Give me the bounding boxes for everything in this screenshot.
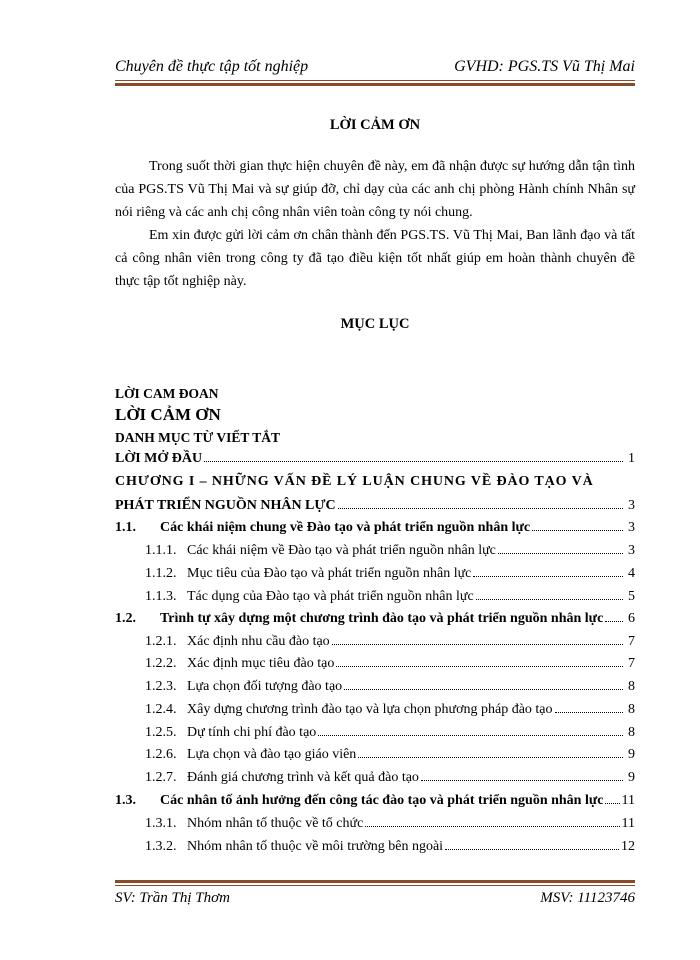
toc-entry-number: 1.1.2. [145, 566, 177, 581]
toc-entry-number: 1.1. [115, 520, 136, 535]
toc-entry-text: Trình tự xây dựng một chương trình đào tạo và phát triển nguồn nhân lực [160, 611, 604, 626]
toc-entry [145, 741, 635, 763]
thanks-body [115, 155, 635, 293]
toc-entry-text: Mục tiêu của Đào tạo và phát triển nguồn nhân lực [187, 566, 472, 581]
toc-entry-page: 7 [628, 634, 635, 649]
toc-entry-text: Các khái niệm chung về Đào tạo và phát triển nguồn nhân lực [160, 520, 531, 535]
toc-entry-number: 1.1.3. [145, 589, 177, 604]
toc-entry-text: Lựa chọn đối tượng đào tạo [187, 679, 343, 694]
footer-rule-thick [115, 880, 635, 883]
toc-entry-text: Tác dụng của Đào tạo và phát triển nguồn nhân lực [187, 589, 474, 604]
toc-entry-page: 12 [621, 839, 635, 854]
toc-entry [145, 673, 635, 695]
thanks-title: LỜI CẢM ƠN [329, 117, 421, 133]
toc-leader-dots [532, 529, 623, 531]
toc-entry-page: 8 [628, 702, 635, 717]
toc-entry [145, 628, 635, 650]
toc-entry [145, 583, 635, 605]
toc-entry-number: 1.2.2. [145, 656, 177, 671]
toc-entry-page: 3 [628, 498, 635, 513]
header-course-title: Chuyên đề thực tập tốt nghiệp [115, 58, 309, 75]
toc-entry [145, 719, 635, 741]
toc-entry-number: 1.3. [115, 793, 136, 808]
toc-title: MỤC LỤC [340, 316, 410, 332]
toc-entry-text: Xác định nhu cầu đào tạo [187, 634, 330, 649]
toc-entry-page: 5 [628, 589, 635, 604]
toc-entry [145, 833, 635, 855]
toc-entry-text: LỜI MỞ ĐẦU [115, 451, 203, 466]
toc-entry-page: 9 [628, 747, 635, 762]
toc-entry-page: 8 [628, 679, 635, 694]
toc-leader-dots [358, 756, 623, 758]
toc-leader-dots [344, 688, 623, 690]
toc-entry-page: 4 [628, 566, 635, 581]
toc-leader-dots [555, 711, 623, 713]
header-rule-thick [115, 83, 635, 86]
toc-entry [115, 787, 635, 809]
toc-item-abbreviations: DANH MỤC TỪ VIẾT TẮT [115, 430, 281, 445]
toc-entry-text: Nhóm nhân tố thuộc về môi trường bên ngoài [187, 839, 444, 854]
footer-student: SV: Trần Thị Thơm [115, 890, 230, 906]
toc-entry-number: 1.2.6. [145, 747, 177, 762]
toc-entry [115, 605, 635, 627]
toc-leader-dots [365, 825, 619, 827]
toc-entry-page: 9 [628, 770, 635, 785]
toc-entry-number: 1.2.5. [145, 725, 177, 740]
header-rule-thin [115, 80, 635, 81]
toc-leader-dots [336, 665, 623, 667]
toc-entry-page: 1 [628, 451, 635, 466]
toc-entry [145, 764, 635, 786]
footer-rule-thin [115, 885, 635, 886]
toc-entry-number: 1.3.1. [145, 816, 177, 831]
toc-leader-dots [605, 620, 623, 622]
toc-leader-dots [605, 802, 619, 804]
toc-entry-page: 6 [628, 611, 635, 626]
toc-entry [145, 560, 635, 582]
thanks-paragraph-1: Trong suốt thời gian thực hiện chuyên đề này, em đã nhận được sự hướng dẫn tận tình của PGS.TS Vũ Thị Mai và sự giúp đỡ, chỉ dạy của các anh chị phòng Hành chính Nhân sự nói riêng và các anh chị công nhân viên toàn công ty nói chung. [115, 159, 635, 220]
toc-entry-text: Các khái niệm về Đào tạo và phát triển nguồn nhân lực [187, 543, 496, 558]
toc-entry-text: Xây dựng chương trình đào tạo và lựa chọn phương pháp đào tạo [187, 702, 553, 717]
toc-entry-page: 11 [621, 793, 635, 808]
footer-student-id: MSV: 11123746 [540, 890, 635, 906]
toc-leader-dots [445, 848, 619, 850]
toc-entry [145, 537, 635, 559]
toc-entry-text: PHÁT TRIỂN NGUỒN NHÂN LỰC [115, 498, 336, 513]
toc-leader-dots [318, 734, 623, 736]
toc-entry [145, 696, 635, 718]
thanks-paragraph-2: Em xin được gửi lời cảm ơn chân thành đến PGS.TS. Vũ Thị Mai, Ban lãnh đạo và tất cả công nhân viên trong công ty đã tạo điều kiện tốt nhất giúp em hoàn thành chuyên đề thực tập tốt nghiệp này. [115, 228, 635, 289]
toc-entry [115, 468, 635, 490]
toc-entry-text: Xác định mục tiêu đào tạo [187, 656, 335, 671]
toc-item-loi-cam-doan: LỜI CAM ĐOAN [115, 386, 219, 401]
toc-leader-dots [473, 575, 623, 577]
toc-entry-page: 8 [628, 725, 635, 740]
toc-leader-dots [421, 779, 623, 781]
toc-entry-text: Lựa chọn và đào tạo giáo viên [187, 747, 357, 762]
toc-leader-dots [498, 552, 623, 554]
toc-entry-page: 3 [628, 543, 635, 558]
toc-item-loi-cam-on: LỜI CẢM ƠN [115, 405, 221, 424]
toc-entry [115, 514, 635, 536]
toc-entry-page: 7 [628, 656, 635, 671]
toc-entry [115, 492, 635, 514]
toc-leader-dots [204, 460, 623, 462]
toc-entry [145, 650, 635, 672]
toc-entry [115, 445, 635, 467]
toc-entry-text: Các nhân tố ảnh hưởng đến công tác đào tạo và phát triển nguồn nhân lực [160, 793, 604, 808]
toc-entry-number: 1.2.3. [145, 679, 177, 694]
toc-leader-dots [332, 643, 623, 645]
toc-entry-number: 1.3.2. [145, 839, 177, 854]
page-header [115, 57, 635, 81]
toc-entry-number: 1.2.4. [145, 702, 177, 717]
toc-entry-page: 11 [621, 816, 635, 831]
toc-entry-number: 1.1.1. [145, 543, 177, 558]
toc-entry-number: 1.2.1. [145, 634, 177, 649]
toc-entry-text: Đánh giá chương trình và kết quả đào tạo [187, 770, 419, 785]
toc-leader-dots [338, 507, 623, 509]
toc-entry-number: 1.2. [115, 611, 136, 626]
toc-entry-text: Nhóm nhân tố thuộc về tổ chức [187, 816, 364, 831]
toc-entry-number: 1.2.7. [145, 770, 177, 785]
toc-entry-text: CHƯƠNG I – NHỮNG VẤN ĐỀ LÝ LUẬN CHUNG VỀ ĐÀO TẠO VÀ [115, 474, 594, 489]
header-supervisor: GVHD: PGS.TS Vũ Thị Mai [454, 58, 635, 75]
toc-entry [145, 810, 635, 832]
toc-entry-text: Dự tính chi phí đào tạo [187, 725, 317, 740]
toc-entry-page: 3 [628, 520, 635, 535]
toc-leader-dots [476, 598, 623, 600]
